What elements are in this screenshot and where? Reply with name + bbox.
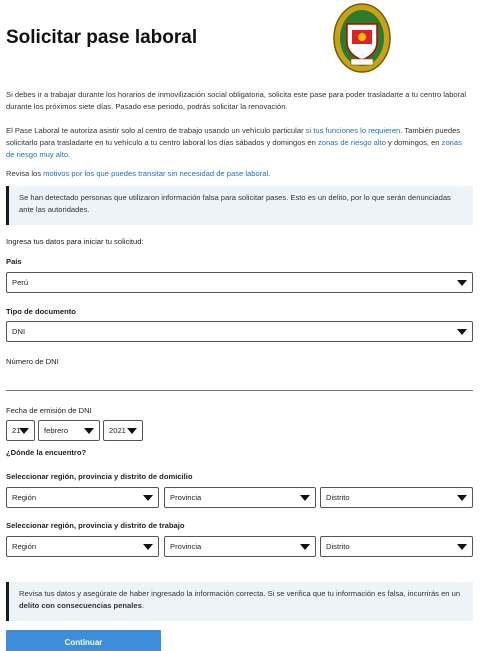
work-location-label: Seleccionar región, provincia y distrito de trabajo xyxy=(6,521,185,530)
warning-emphasis: delito con consecuencias penales xyxy=(19,601,142,610)
day-select[interactable] xyxy=(6,420,35,441)
high-risk-link[interactable]: zonas de riesgo alto xyxy=(317,138,386,147)
chevron-down-icon xyxy=(127,428,137,434)
chevron-down-icon xyxy=(457,329,467,335)
very-high-risk-link[interactable]: zonas de riesgo muy alto xyxy=(6,138,462,159)
work-district-value: Distrito xyxy=(326,542,350,551)
doc-type-value: DNI xyxy=(12,327,26,336)
reasons-link[interactable]: motivos por los que puedes transitar sin necesidad de pase laboral xyxy=(43,169,269,178)
month-value: febrero xyxy=(44,426,69,435)
intro-text: . También puedes solicitarlo para trasladarte en tu vehículo a tu centro laboral los días sábados y domingos en xyxy=(6,126,461,147)
home-province-select[interactable] xyxy=(164,487,316,508)
year-value: 2021 xyxy=(109,426,126,435)
issue-date-label: Fecha de emisión de DNI xyxy=(6,406,92,415)
chevron-down-icon xyxy=(143,495,153,501)
chevron-down-icon xyxy=(300,495,310,501)
chevron-down-icon xyxy=(84,428,94,434)
month-select[interactable] xyxy=(38,420,100,441)
chevron-down-icon xyxy=(457,544,467,550)
functions-link[interactable]: si tus funciones lo requieren xyxy=(305,126,401,135)
day-value: 21 xyxy=(12,426,21,435)
police-emblem-logo xyxy=(333,2,391,74)
home-district-select[interactable] xyxy=(320,487,473,508)
chevron-down-icon xyxy=(457,280,467,286)
home-district-value: Distrito xyxy=(326,493,350,502)
doc-type-label: Tipo de documento xyxy=(6,307,76,316)
country-select[interactable] xyxy=(6,272,473,293)
work-region-value: Región xyxy=(12,542,37,551)
intro-text: y domingos, en xyxy=(385,138,442,147)
intro-paragraph-1: Si debes ir a trabajar durante los horarios de inmovilización social obligatoria, solicita este pase para poder trasladarte a tu centro laboral durante los próximos siete días. Pasado ese periodo, podrás solicitar la renovación. xyxy=(6,90,467,111)
where-to-find-link[interactable]: ¿Dónde la encuentro? xyxy=(6,448,87,457)
intro-text: El Pase Laboral te autoriza asistir solo al centro de trabajo usando un vehículo particular xyxy=(6,126,306,135)
work-region-select[interactable] xyxy=(6,536,159,557)
year-select[interactable] xyxy=(103,420,143,441)
intro-paragraph-3 xyxy=(6,168,472,180)
form-intro: Ingresa tus datos para iniciar tu solicitud: xyxy=(6,237,144,246)
dni-label: Número de DNI xyxy=(6,357,59,366)
country-label: País xyxy=(6,257,22,266)
home-region-select[interactable] xyxy=(6,487,159,508)
fraud-warning: Se han detectado personas que utilizaron información falsa para solicitar pases. Esto es un delito, por lo que serán denunciadas ante las autoridades. xyxy=(6,186,473,225)
work-province-select[interactable] xyxy=(164,536,316,557)
warning-text: Revisa tus datos y asegúrate de haber ingresado la información correcta. Si se verifica que tu información es falsa, incurrirás en un xyxy=(19,589,461,598)
intro-text: . xyxy=(268,169,271,178)
intro-text: . xyxy=(68,150,71,159)
work-district-select[interactable] xyxy=(320,536,473,557)
home-location-label: Seleccionar región, provincia y distrito de domicilio xyxy=(6,472,193,481)
chevron-down-icon xyxy=(457,495,467,501)
work-province-value: Provincia xyxy=(170,542,202,551)
home-region-value: Región xyxy=(12,493,37,502)
intro-text: Revisa los xyxy=(6,169,44,178)
doc-type-select[interactable] xyxy=(6,321,473,342)
country-value: Perú xyxy=(12,278,29,287)
dni-input[interactable] xyxy=(6,370,473,391)
intro-paragraph-2 xyxy=(6,125,472,161)
warning-text: . xyxy=(141,601,144,610)
continue-button[interactable]: Continuar xyxy=(6,630,161,651)
home-province-value: Provincia xyxy=(170,493,202,502)
chevron-down-icon xyxy=(19,428,29,434)
chevron-down-icon xyxy=(300,544,310,550)
data-accuracy-warning xyxy=(6,582,473,621)
page-title: Solicitar pase laboral xyxy=(6,27,198,48)
chevron-down-icon xyxy=(143,544,153,550)
